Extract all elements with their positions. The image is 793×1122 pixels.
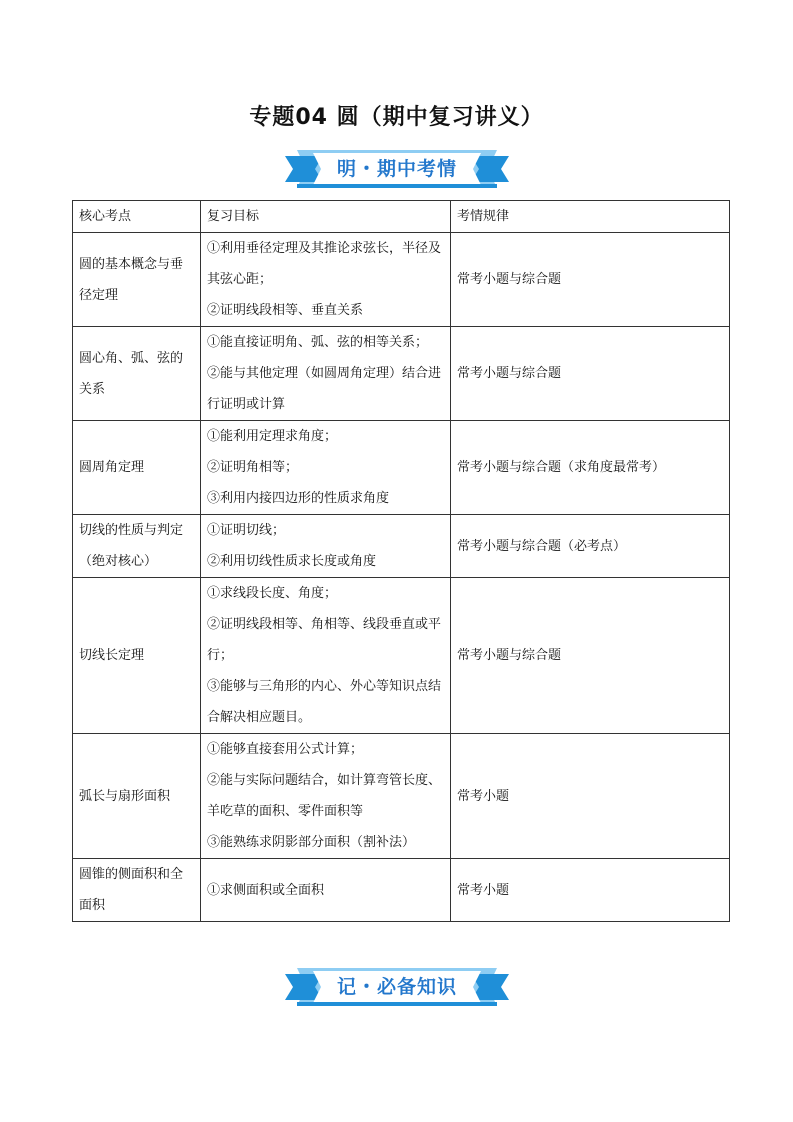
goal-item: ②证明线段相等、角相等、线段垂直或平行； — [207, 617, 442, 663]
banner-title: 明・期中考情 — [336, 158, 457, 180]
goal-item: ③能熟练求阴影部分面积（割补法） — [207, 835, 416, 850]
pattern-cell: 常考小题 — [451, 859, 730, 922]
goal-item: ②能与其他定理（如圆周角定理）结合进行证明或计算 — [207, 366, 442, 412]
pattern-cell: 常考小题与综合题（求角度最常考） — [451, 421, 730, 515]
section-banner-key-knowledge — [283, 964, 511, 1010]
goals-cell — [201, 327, 451, 421]
goal-item: ②证明线段相等、垂直关系 — [207, 303, 364, 318]
goal-item: ①能够直接套用公式计算； — [207, 742, 364, 757]
table-row — [73, 233, 730, 327]
page-title: 专题04 圆（期中复习讲义） — [249, 105, 544, 130]
goals-cell — [201, 233, 451, 327]
table-row — [73, 515, 730, 578]
table-row — [73, 578, 730, 734]
goal-item: ①能利用定理求角度； — [207, 429, 338, 444]
goal-item: ①求线段长度、角度； — [207, 586, 338, 601]
table-row — [73, 734, 730, 859]
topic-cell: 切线长定理 — [73, 578, 201, 734]
goals-cell — [201, 515, 451, 578]
table-row — [73, 421, 730, 515]
pattern-cell: 常考小题与综合题 — [451, 578, 730, 734]
goal-item: ①证明切线； — [207, 523, 286, 538]
goals-cell — [201, 421, 451, 515]
topic-cell: 圆周角定理 — [73, 421, 201, 515]
goal-item: ②能与实际问题结合，如计算弯管长度、羊吃草的面积、零件面积等 — [207, 773, 442, 819]
pattern-cell: 常考小题与综合题 — [451, 233, 730, 327]
goals-cell — [201, 734, 451, 859]
goal-item: ①求侧面积或全面积 — [207, 882, 325, 898]
section-banner-exam-trends — [283, 146, 511, 192]
header-review-goal: 复习目标 — [201, 201, 451, 233]
table-header-row — [73, 201, 730, 233]
header-exam-pattern: 考情规律 — [451, 201, 730, 233]
goal-item: ②利用切线性质求长度或角度 — [207, 554, 377, 569]
pattern-cell: 常考小题 — [451, 734, 730, 859]
goal-item: ①能直接证明角、弧、弦的相等关系； — [207, 335, 429, 350]
table-row — [73, 327, 730, 421]
goal-item: ③能够与三角形的内心、外心等知识点结合解决相应题目。 — [207, 679, 442, 725]
topic-cell: 圆锥的侧面积和全面积 — [73, 859, 201, 922]
topic-cell: 切线的性质与判定（绝对核心） — [73, 515, 201, 578]
goal-item: ②证明角相等； — [207, 460, 299, 475]
topic-cell: 圆的基本概念与垂径定理 — [73, 233, 201, 327]
goals-cell — [201, 859, 451, 922]
goal-item: ③利用内接四边形的性质求角度 — [207, 491, 390, 506]
pattern-cell: 常考小题与综合题 — [451, 327, 730, 421]
goals-cell — [201, 578, 451, 734]
banner-title: 记・必备知识 — [336, 976, 457, 998]
pattern-cell: 常考小题与综合题（必考点） — [451, 515, 730, 578]
header-core-topic: 核心考点 — [73, 201, 201, 233]
table-row — [73, 859, 730, 922]
exam-topics-table — [72, 200, 730, 922]
goal-item: ①利用垂径定理及其推论求弦长，半径及其弦心距； — [207, 241, 442, 287]
topic-cell: 弧长与扇形面积 — [73, 734, 201, 859]
topic-cell: 圆心角、弧、弦的关系 — [73, 327, 201, 421]
